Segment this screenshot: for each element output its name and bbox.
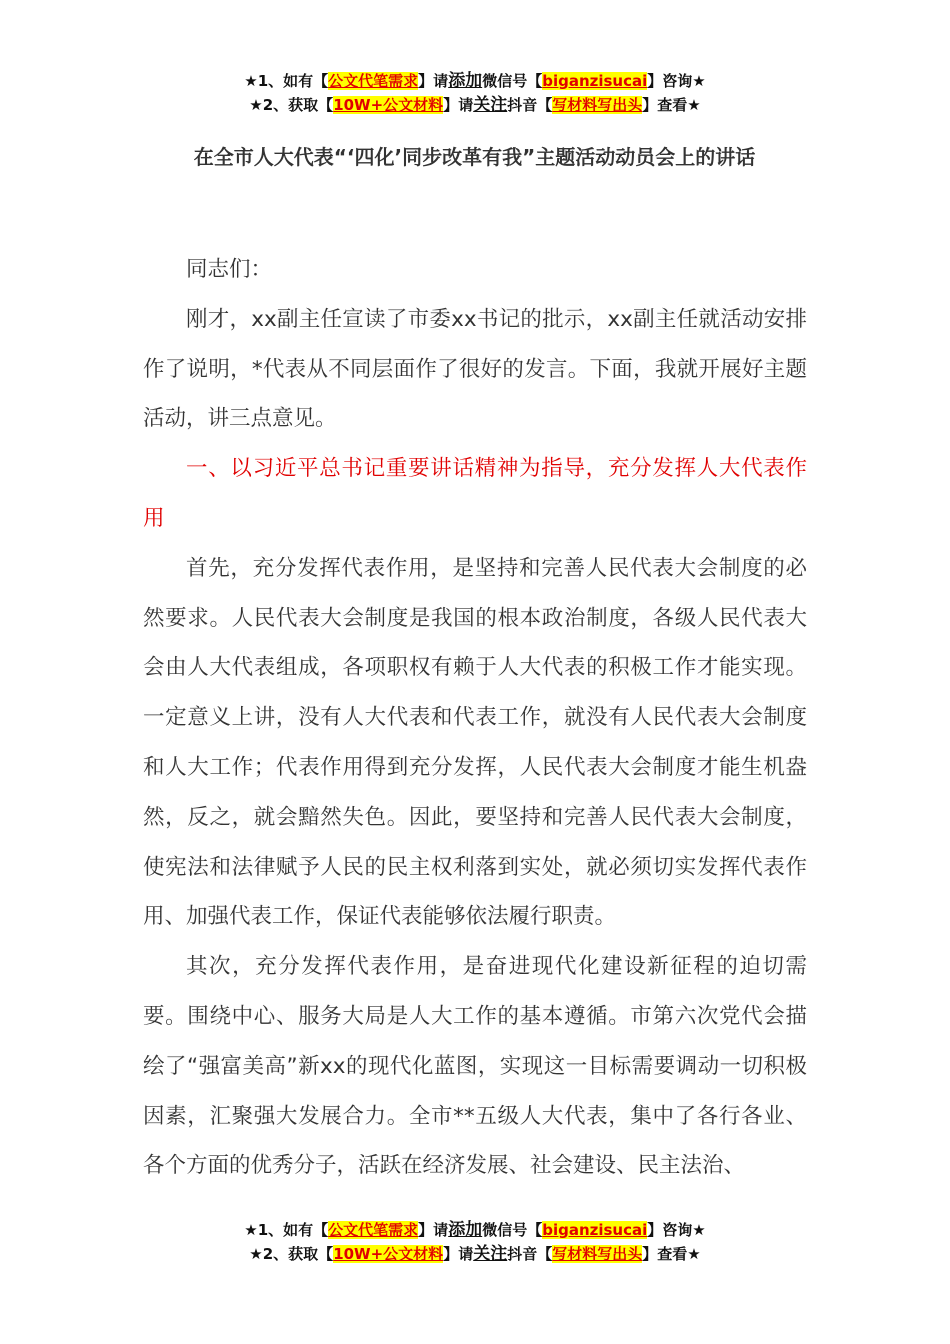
promo-text: 】请 — [443, 1245, 474, 1263]
promo-emphasis: 添加 — [448, 1220, 483, 1240]
promo-text: 】请 — [418, 72, 449, 90]
promo-text: 】查看★ — [642, 96, 701, 114]
promo-line-2 — [0, 1242, 950, 1266]
promo-line-2 — [0, 93, 950, 117]
paragraph: 刚才，xx副主任宣读了市委xx书记的批示，xx副主任就活动安排作了说明，*代表从不同层面作了很好的发言。下面，我就开展好主题活动，讲三点意见。 — [143, 306, 807, 432]
promo-text: 】请 — [418, 1221, 449, 1239]
promo-text: 微信号【 — [482, 1221, 543, 1239]
paragraph: 其次，充分发挥代表作用，是奋进现代化建设新征程的迫切需要。围绕中心、服务大局是人大工作的基本遵循。市第六次党代会描绘了“强富美高”新xx的现代化蓝图，实现这一目标需要调动一切积极因素，汇聚强大发展合力。全市**五级人大代表，集中了各行各业、各个方面的优秀分子，活跃在经济发展、社会建设、民主法治、 — [143, 954, 807, 1179]
promo-text: ★1、如有【 — [244, 72, 329, 90]
document-body — [143, 245, 807, 1191]
promo-wechat-id: biganzisucai — [542, 1221, 648, 1239]
promo-highlight: 公文代笔需求 — [328, 72, 419, 90]
promo-emphasis: 关注 — [473, 1244, 508, 1264]
promo-text: 】咨询★ — [647, 1221, 706, 1239]
promo-line-1 — [0, 1218, 950, 1242]
promo-douyin-id: 写材料写出头 — [552, 96, 643, 114]
promo-text: ★2、获取【 — [249, 96, 334, 114]
promo-banner-top — [0, 69, 950, 117]
section-heading: 一、以习近平总书记重要讲话精神为指导，充分发挥人大代表作用 — [143, 456, 807, 531]
promo-emphasis: 关注 — [473, 95, 508, 115]
promo-wechat-id: biganzisucai — [542, 72, 648, 90]
promo-text: 】查看★ — [642, 1245, 701, 1263]
promo-highlight: 公文代笔需求 — [328, 1221, 419, 1239]
promo-text: ★2、获取【 — [249, 1245, 334, 1263]
promo-highlight: 10W+公文材料 — [333, 96, 444, 114]
promo-text: 】请 — [443, 96, 474, 114]
paragraph: 同志们： — [186, 257, 273, 282]
promo-emphasis: 添加 — [448, 71, 483, 91]
promo-text: 微信号【 — [482, 72, 543, 90]
paragraph: 首先，充分发挥代表作用，是坚持和完善人民代表大会制度的必然要求。人民代表大会制度是我国的根本政治制度，各级人民代表大会由人大代表组成，各项职权有赖于人大代表的积极工作才能实现。一定意义上讲，没有人大代表和代表工作，就没有人民代表大会制度和人大工作；代表作用得到充分发挥，人民代表大会制度才能生机盎然，反之，就会黯然失色。因此，要坚持和完善人民代表大会制度，使宪法和法律赋予人民的民主权利落到实处，就必须切实发挥代表作用、加强代表工作，保证代表能够依法履行职责。 — [143, 555, 807, 930]
promo-text: 抖音【 — [507, 1245, 553, 1263]
promo-highlight: 10W+公文材料 — [333, 1245, 444, 1263]
promo-text: 】咨询★ — [647, 72, 706, 90]
promo-douyin-id: 写材料写出头 — [552, 1245, 643, 1263]
document-title: 在全市人大代表“‘四化’同步改革有我”主题活动动员会上的讲话 — [193, 145, 756, 169]
promo-banner-bottom — [0, 1218, 950, 1266]
promo-text: 抖音【 — [507, 96, 553, 114]
promo-text: ★1、如有【 — [244, 1221, 329, 1239]
promo-line-1 — [0, 69, 950, 93]
